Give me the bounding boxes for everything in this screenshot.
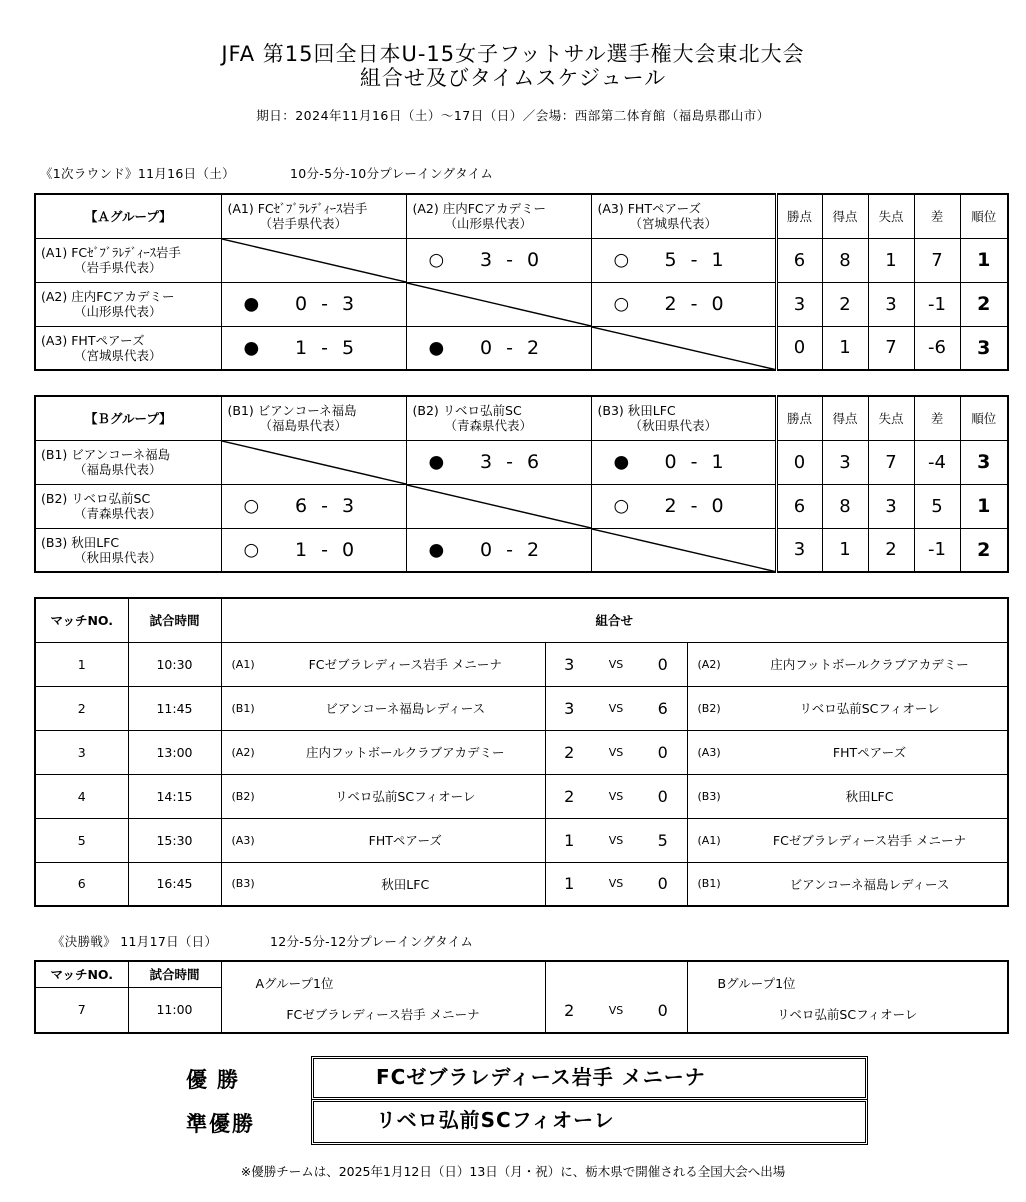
- final-col-time: 試合時間: [128, 961, 221, 987]
- column-team-prefecture: （宮城県代表）: [629, 216, 718, 232]
- final-left-group: Aグループ1位: [255, 976, 334, 991]
- team-stat: 6: [776, 238, 822, 282]
- match-no: 6: [35, 862, 128, 906]
- team-stat: 5: [914, 484, 960, 528]
- final-score-left: 2: [545, 961, 593, 1033]
- match-score: 1 - 5: [294, 336, 359, 359]
- left-team-code: (B2): [221, 774, 266, 818]
- team-stat: 0: [776, 440, 822, 484]
- stat-header: 差: [914, 194, 960, 238]
- team-stat: 8: [822, 484, 868, 528]
- team-stat: 3: [868, 282, 914, 326]
- winner-name: FCゼブラレディース岩手 メニーナ: [376, 1065, 706, 1089]
- left-team-code: (A3): [221, 818, 266, 862]
- right-team-name: 秋田LFC: [732, 774, 1008, 818]
- schedule-table: [34, 597, 1009, 907]
- team-rank: 2: [960, 282, 1008, 326]
- final-left-team-name: FCゼブラレディース岩手 メニーナ: [286, 1007, 480, 1022]
- match-no: 5: [35, 818, 128, 862]
- row-team-prefecture: （山形県代表）: [74, 304, 162, 319]
- schedule-row: [35, 686, 1008, 730]
- group-name: 【Ｂグループ】: [35, 396, 221, 440]
- team-stat: 0: [776, 326, 822, 370]
- left-team-code: (B1): [221, 686, 266, 730]
- column-team-header: [221, 194, 406, 238]
- column-team-header: [221, 396, 406, 440]
- col-match-no: マッチNO.: [35, 598, 128, 642]
- final-score-right: 0: [639, 961, 687, 1033]
- schedule-row: [35, 730, 1008, 774]
- team-rank: 1: [960, 484, 1008, 528]
- team-stat: -6: [914, 326, 960, 370]
- team-stat: 3: [776, 282, 822, 326]
- column-team-header: [591, 194, 776, 238]
- team-rank: 3: [960, 326, 1008, 370]
- right-team-code: (A3): [687, 730, 732, 774]
- right-team-name: ビアンコーネ福島レディース: [732, 862, 1008, 906]
- left-team-name: FCゼブラレディース岩手 メニーナ: [266, 642, 545, 686]
- match-score: 0 - 1: [664, 451, 728, 473]
- column-team-name: (B2) リベロ弘前SC: [412, 403, 522, 419]
- right-team-name: FHTペアーズ: [732, 730, 1008, 774]
- column-team-prefecture: （秋田県代表）: [629, 418, 718, 434]
- left-team-code: (A2): [221, 730, 266, 774]
- right-team-code: (B2): [687, 686, 732, 730]
- footnote: ※優勝チームは、2025年1月12日（日）13日（月・祝）に、栃木県で開催される全国大会へ出場: [240, 1164, 786, 1179]
- runner-up-label: 準優勝: [186, 1112, 255, 1136]
- left-score: 1: [545, 862, 593, 906]
- match-score: 6 - 3: [294, 495, 359, 517]
- row-team-name: (B1) ビアンコーネ福島: [41, 447, 171, 462]
- win-mark-icon: ○: [613, 293, 630, 315]
- schedule-row: [35, 862, 1008, 906]
- team-stat: 7: [868, 440, 914, 484]
- right-score: 0: [639, 730, 687, 774]
- match-result-cell: [406, 440, 591, 484]
- team-stat: 3: [822, 440, 868, 484]
- match-result-cell: [591, 440, 776, 484]
- column-team-prefecture: （山形県代表）: [444, 216, 533, 232]
- group-a-table: [34, 193, 1009, 371]
- win-mark-icon: ○: [243, 495, 260, 517]
- final-right-team: [687, 961, 1008, 1033]
- stat-header: 失点: [868, 194, 914, 238]
- match-score: 0 - 2: [479, 336, 544, 359]
- left-score: 1: [545, 818, 593, 862]
- left-score: 3: [545, 686, 593, 730]
- column-team-name: (B3) 秋田LFC: [597, 403, 676, 419]
- loss-mark-icon: ●: [428, 337, 445, 359]
- row-team: [35, 326, 221, 370]
- team-rank: 2: [960, 528, 1008, 572]
- date-venue: 期日：2024年11月16日（土）～17日（日）／会場：西部第二体育館（福島県郡山市）: [256, 108, 770, 123]
- final-vs: VS: [593, 961, 639, 1033]
- right-team-code: (B3): [687, 774, 732, 818]
- document-title: JFA 第15回全日本U-15女子フットサル選手権大会東北大会: [221, 42, 805, 66]
- team-stat: 2: [822, 282, 868, 326]
- match-score: 2 - 0: [664, 293, 728, 315]
- left-team-name: ビアンコーネ福島レディース: [266, 686, 545, 730]
- stat-header: 失点: [868, 396, 914, 440]
- team-stat: 3: [868, 484, 914, 528]
- match-no: 1: [35, 642, 128, 686]
- right-score: 6: [639, 686, 687, 730]
- schedule-row: [35, 818, 1008, 862]
- right-team-code: (B1): [687, 862, 732, 906]
- row-team-prefecture: （秋田県代表）: [74, 549, 162, 565]
- vs-label: VS: [593, 862, 639, 906]
- right-score: 0: [639, 642, 687, 686]
- final-right-team-name: リベロ弘前SCフィオーレ: [777, 1007, 918, 1022]
- column-team-header: [406, 194, 591, 238]
- left-team-name: 庄内フットボールクラブアカデミー: [266, 730, 545, 774]
- team-stat: -1: [914, 528, 960, 572]
- match-result-cell: [591, 484, 776, 528]
- column-team-name: (A2) 庄内FCアカデミー: [412, 201, 547, 217]
- schedule-row: [35, 642, 1008, 686]
- stat-header: 順位: [960, 396, 1008, 440]
- column-team-header: [591, 396, 776, 440]
- right-score: 0: [639, 774, 687, 818]
- team-stat: 3: [776, 528, 822, 572]
- vs-label: VS: [593, 818, 639, 862]
- column-team-name: (A3) FHTペアーズ: [597, 201, 701, 217]
- row-team: [35, 484, 221, 528]
- match-time: 13:00: [128, 730, 221, 774]
- match-time: 11:45: [128, 686, 221, 730]
- match-result-cell: [591, 282, 776, 326]
- left-team-code: (B3): [221, 862, 266, 906]
- right-score: 5: [639, 818, 687, 862]
- row-team: [35, 528, 221, 572]
- row-team-name: (A1) FCｾﾞﾌﾞﾗﾚﾃﾞｨｰｽ岩手: [41, 245, 181, 260]
- self-match-cell: [221, 238, 406, 282]
- final-label: 《決勝戦》 11月17日（日）: [52, 934, 218, 949]
- match-score: 5 - 1: [664, 249, 728, 271]
- team-rank: 1: [960, 238, 1008, 282]
- self-match-cell: [591, 326, 776, 370]
- stat-header: 勝点: [776, 194, 822, 238]
- vs-label: VS: [593, 642, 639, 686]
- row-team-prefecture: （青森県代表）: [74, 506, 162, 521]
- right-team-code: (A1): [687, 818, 732, 862]
- left-team-name: リベロ弘前SCフィオーレ: [266, 774, 545, 818]
- match-result-cell: [406, 326, 591, 370]
- vs-label: VS: [593, 774, 639, 818]
- schedule-row: [35, 774, 1008, 818]
- match-time: 15:30: [128, 818, 221, 862]
- runner-up-box: [311, 1099, 868, 1145]
- self-match-cell: [591, 528, 776, 572]
- row-team-name: (A3) FHTペアーズ: [41, 332, 145, 348]
- win-mark-icon: ○: [243, 539, 260, 561]
- team-stat: -1: [914, 282, 960, 326]
- team-stat: 1: [822, 326, 868, 370]
- match-no: 4: [35, 774, 128, 818]
- column-team-prefecture: （岩手県代表）: [259, 216, 348, 232]
- match-result-cell: [406, 238, 591, 282]
- left-score: 2: [545, 774, 593, 818]
- left-team-name: FHTペアーズ: [266, 818, 545, 862]
- final-col-match-no: マッチNO.: [35, 961, 128, 987]
- left-score: 2: [545, 730, 593, 774]
- row-team: [35, 440, 221, 484]
- column-team-header: [406, 396, 591, 440]
- loss-mark-icon: ●: [428, 539, 445, 561]
- stat-header: 差: [914, 396, 960, 440]
- group-b-table: [34, 395, 1009, 573]
- row-team-name: (A2) 庄内FCアカデミー: [41, 289, 175, 304]
- team-stat: 2: [868, 528, 914, 572]
- match-result-cell: [221, 326, 406, 370]
- stat-header: 勝点: [776, 396, 822, 440]
- match-score: 2 - 0: [664, 495, 728, 517]
- win-mark-icon: ○: [613, 249, 630, 271]
- row-team-prefecture: （宮城県代表）: [74, 347, 162, 363]
- final-right-group: Bグループ1位: [717, 976, 796, 991]
- match-score: 3 - 0: [479, 249, 544, 271]
- match-score: 1 - 0: [294, 538, 359, 561]
- left-score: 3: [545, 642, 593, 686]
- stat-header: 得点: [822, 396, 868, 440]
- right-score: 0: [639, 862, 687, 906]
- final-table: [34, 960, 1009, 1034]
- match-no: 2: [35, 686, 128, 730]
- team-rank: 3: [960, 440, 1008, 484]
- win-mark-icon: ○: [613, 495, 630, 517]
- winner-box: [311, 1056, 868, 1100]
- match-result-cell: [221, 282, 406, 326]
- row-team: [35, 282, 221, 326]
- col-time: 試合時間: [128, 598, 221, 642]
- stat-header: 得点: [822, 194, 868, 238]
- row-team-name: (B3) 秋田LFC: [41, 534, 120, 550]
- column-team-prefecture: （青森県代表）: [444, 418, 533, 434]
- team-stat: 1: [868, 238, 914, 282]
- match-time: 14:15: [128, 774, 221, 818]
- stat-header: 順位: [960, 194, 1008, 238]
- row-team: [35, 238, 221, 282]
- loss-mark-icon: ●: [243, 293, 260, 315]
- row-team-prefecture: （福島県代表）: [74, 462, 162, 477]
- self-match-cell: [406, 282, 591, 326]
- win-mark-icon: ○: [428, 249, 445, 271]
- match-score: 0 - 3: [294, 293, 359, 315]
- column-team-prefecture: （福島県代表）: [259, 418, 348, 434]
- document-subtitle: 組合せ及びタイムスケジュール: [359, 66, 667, 90]
- match-score: 0 - 2: [479, 538, 544, 561]
- team-stat: 6: [776, 484, 822, 528]
- match-score: 3 - 6: [479, 451, 544, 473]
- loss-mark-icon: ●: [428, 451, 445, 473]
- runner-up-name: リベロ弘前SCフィオーレ: [376, 1108, 615, 1132]
- column-team-name: (B1) ビアンコーネ福島: [227, 403, 357, 419]
- group-name: 【Ａグループ】: [35, 194, 221, 238]
- match-result-cell: [221, 528, 406, 572]
- row-team-prefecture: （岩手県代表）: [74, 260, 162, 275]
- column-team-name: (A1) FCｾﾞﾌﾞﾗﾚﾃﾞｨｰｽ岩手: [227, 201, 368, 217]
- match-time: 10:30: [128, 642, 221, 686]
- final-match-no: 7: [35, 987, 128, 1033]
- right-team-name: FCゼブラレディース岩手 メニーナ: [732, 818, 1008, 862]
- vs-label: VS: [593, 686, 639, 730]
- right-team-code: (A2): [687, 642, 732, 686]
- team-stat: -4: [914, 440, 960, 484]
- winner-label: 優勝: [186, 1068, 248, 1092]
- match-result-cell: [591, 238, 776, 282]
- round1-label: 《1次ラウンド》11月16日（土）: [40, 166, 235, 181]
- team-stat: 7: [914, 238, 960, 282]
- final-time: 11:00: [128, 987, 221, 1033]
- final-playtime: 12分-5分-12分プレーイングタイム: [270, 934, 474, 949]
- right-team-name: 庄内フットボールクラブアカデミー: [732, 642, 1008, 686]
- team-stat: 8: [822, 238, 868, 282]
- row-team-name: (B2) リベロ弘前SC: [41, 491, 151, 506]
- vs-label: VS: [593, 730, 639, 774]
- loss-mark-icon: ●: [613, 451, 630, 473]
- right-team-name: リベロ弘前SCフィオーレ: [732, 686, 1008, 730]
- match-result-cell: [221, 484, 406, 528]
- team-stat: 1: [822, 528, 868, 572]
- match-no: 3: [35, 730, 128, 774]
- self-match-cell: [221, 440, 406, 484]
- match-time: 16:45: [128, 862, 221, 906]
- match-result-cell: [406, 528, 591, 572]
- col-pairing: 組合せ: [221, 598, 1008, 642]
- team-stat: 7: [868, 326, 914, 370]
- loss-mark-icon: ●: [243, 337, 260, 359]
- self-match-cell: [406, 484, 591, 528]
- left-team-name: 秋田LFC: [266, 862, 545, 906]
- round1-playtime: 10分-5分-10分プレーイングタイム: [290, 166, 494, 181]
- left-team-code: (A1): [221, 642, 266, 686]
- final-left-team: [221, 961, 545, 1033]
